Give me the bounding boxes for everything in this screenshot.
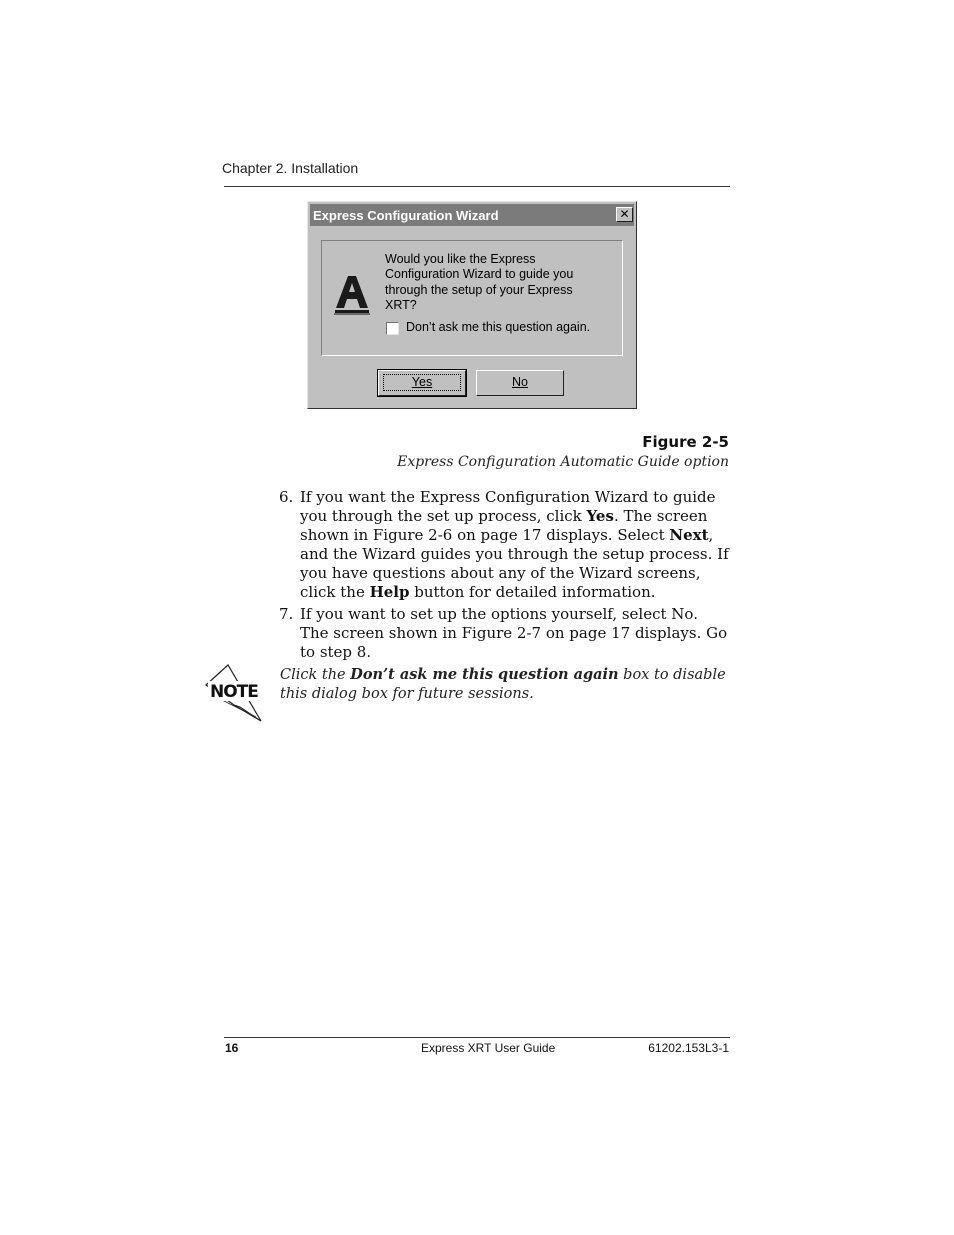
step-text: If you want to set up the options yourself, select No. The screen shown in Figure 2-7 on page 17 displays. Go to step 8.: [300, 605, 728, 661]
document-number: 61202.153L3-1: [648, 1041, 729, 1055]
page-number: 16: [225, 1041, 239, 1055]
note-text-run: Click the: [280, 667, 351, 683]
note-text: [280, 665, 732, 704]
note-icon: [204, 663, 264, 723]
yes-keyword: Yes: [586, 507, 614, 525]
header-rule: [224, 186, 730, 187]
figure-label: Figure 2-5: [642, 433, 729, 451]
step-text: [300, 488, 730, 602]
dialog-title: Express Configuration Wizard: [313, 208, 499, 223]
footer-title: Express XRT User Guide: [421, 1041, 556, 1055]
no-button[interactable]: [476, 370, 564, 396]
note-emphasis: Don’t ask me this question again: [350, 666, 619, 683]
figure-caption: Express Configuration Automatic Guide option: [397, 454, 729, 470]
note-text-run: box to disable this dialog box for future sessions.: [280, 667, 726, 702]
help-keyword: Help: [369, 583, 410, 601]
wizard-dialog: [307, 201, 637, 409]
chapter-heading: Chapter 2. Installation: [222, 160, 359, 176]
step-text-run: . The screen shown in Figure 2-6 on page 17 displays. Select: [300, 507, 708, 544]
dont-ask-checkbox-label[interactable]: Don’t ask me this question again.: [406, 320, 591, 334]
yes-button-label: Yes: [411, 375, 433, 389]
step-text-run: , and the Wizard guides you through the setup process. If you have questions about any of the Wizard screens, click the: [300, 526, 729, 601]
next-keyword: Next: [669, 526, 709, 544]
step-text-run: button for detailed information.: [409, 583, 656, 601]
step-number: 6.: [279, 488, 294, 506]
svg-text:NOTE: NOTE: [210, 682, 258, 702]
step-number: 7.: [279, 605, 294, 623]
footer-rule: [224, 1037, 730, 1038]
no-button-label: No: [512, 375, 528, 389]
dialog-titlebar: [310, 204, 634, 226]
dialog-message: Would you like the Express Configuration Wizard to guide you through the setup of your Express XRT?: [385, 252, 574, 312]
express-app-icon: [332, 272, 372, 316]
close-icon[interactable]: ✕: [616, 207, 633, 222]
yes-button[interactable]: [378, 370, 466, 396]
step-text-run: If you want the Express Configuration Wizard to guide you through the set up process, click: [300, 488, 716, 525]
dont-ask-checkbox[interactable]: [386, 322, 399, 335]
